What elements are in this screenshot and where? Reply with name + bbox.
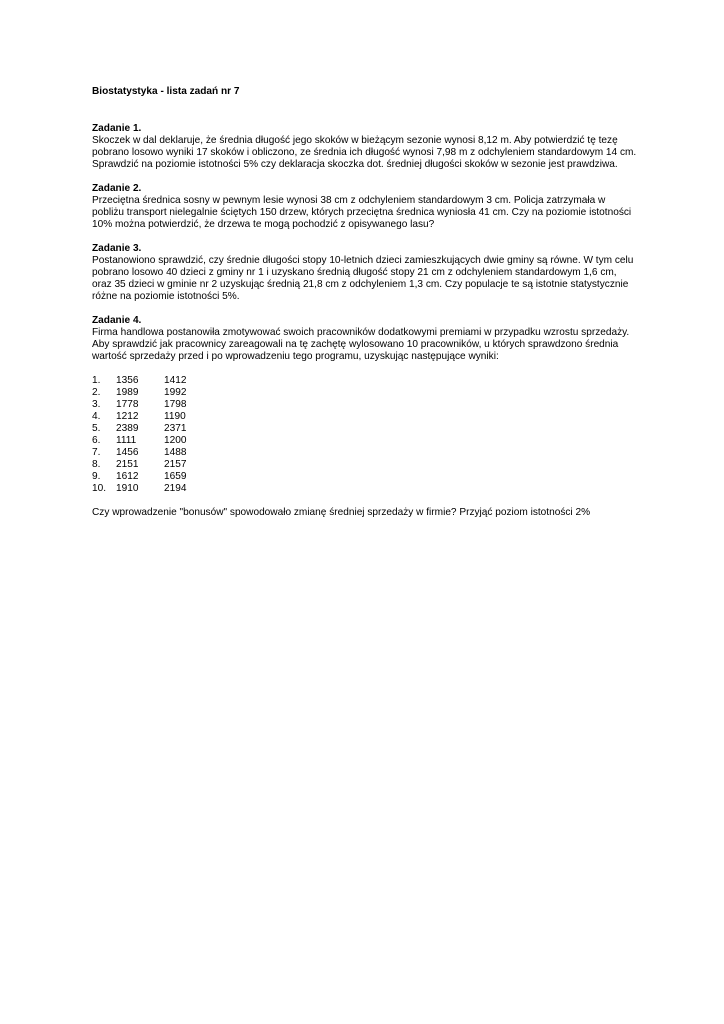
table-row xyxy=(92,423,224,435)
task-3 xyxy=(92,243,637,303)
table-row xyxy=(92,483,224,495)
spacer xyxy=(92,303,637,315)
sales-after: 1412 xyxy=(164,375,187,386)
task-4 xyxy=(92,315,637,519)
sales-before: 2151 xyxy=(116,459,139,470)
sales-after: 1992 xyxy=(164,387,187,398)
sales-table-body xyxy=(92,375,224,495)
row-index: 2. xyxy=(92,387,101,398)
sales-after: 1190 xyxy=(164,411,186,422)
sales-before: 1910 xyxy=(116,483,139,494)
sales-after: 1200 xyxy=(164,435,187,446)
sales-after: 1488 xyxy=(164,447,187,458)
sales-after: 2157 xyxy=(164,459,187,470)
spacer xyxy=(92,495,637,507)
task-text: Firma handlowa postanowiła zmotywować swoich pracowników dodatkowymi premiami w przypadku wzrostu sprzedaży. Aby sprawdzić jak pracownicy zareagowali na tę zachętę wylosowano 10 pracowników, u których sprawdzono średnia wartość sprzedaży przed i po wprowadzeniu tego programu, uzyskując następujące wyniki: xyxy=(92,327,630,362)
table-row xyxy=(92,459,224,471)
table-row xyxy=(92,387,224,399)
spacer xyxy=(92,98,637,123)
table-row xyxy=(92,411,224,423)
spacer xyxy=(92,171,637,183)
table-row xyxy=(92,471,224,483)
row-index: 4. xyxy=(92,411,101,422)
row-index: 3. xyxy=(92,399,101,410)
row-index: 9. xyxy=(92,471,101,482)
row-index: 1. xyxy=(92,375,101,386)
table-row xyxy=(92,447,224,459)
row-index: 5. xyxy=(92,423,101,434)
task-text: Skoczek w dal deklaruje, że średnia długość jego skoków w bieżącym sezonie wynosi 8,12 m. Aby potwierdzić tę tezę pobrano losowo wyniki 17 skoków i obliczono, ze średnia ich długość wynosi 7,98 m z odchyleniem standardowym 14 cm. Sprawdzić na poziomie istotności 5% czy deklaracja skoczka dot. średniej długości skoków w sezonie jest prawdziwa. xyxy=(92,135,637,170)
document-content xyxy=(92,86,637,519)
sales-before: 1356 xyxy=(116,375,139,386)
sales-before: 1612 xyxy=(116,471,139,482)
task-1 xyxy=(92,123,637,171)
sales-before: 1989 xyxy=(116,387,139,398)
table-row xyxy=(92,375,224,387)
task-title: Zadanie 4. xyxy=(92,315,142,326)
table-row xyxy=(92,399,224,411)
sales-table xyxy=(92,375,224,495)
task-title: Zadanie 2. xyxy=(92,183,142,194)
row-index: 6. xyxy=(92,435,101,446)
sales-before: 1456 xyxy=(116,447,139,458)
task-text: Przeciętna średnica sosny w pewnym lesie wynosi 38 cm z odchyleniem standardowym 3 cm. Policja zatrzymała w pobliżu transport nielegalnie ściętych 150 drzew, których przeciętna średnica wyniosła 41 cm. Czy na poziomie istotności 10% można potwierdzić, że drzewa te mogą pochodzić z opisywanego lasu? xyxy=(92,195,632,230)
sales-before: 1111 xyxy=(116,435,137,446)
sales-after: 1798 xyxy=(164,399,187,410)
row-index: 7. xyxy=(92,447,101,458)
spacer xyxy=(92,363,637,375)
task-text: Postanowiono sprawdzić, czy średnie długości stopy 10-letnich dzieci zamieszkujących dwie gminy są równe. W tym celu pobrano losowo 40 dzieci z gminy nr 1 i uzyskano średnią długość stopy 21 cm z odchyleniem standardowym 1,6 cm, oraz 35 dzieci w gminie nr 2 uzyskując średnią 21,8 cm z odchyleniem 1,3 cm. Czy populacje te są istotnie statystycznie różne na poziomie istotności 5%. xyxy=(92,255,634,302)
table-row xyxy=(92,435,224,447)
sales-after: 1659 xyxy=(164,471,187,482)
task-2 xyxy=(92,183,637,231)
task-title: Zadanie 1. xyxy=(92,123,142,134)
row-index: 10. xyxy=(92,483,107,494)
document-title: Biostatystyka - lista zadań nr 7 xyxy=(92,86,240,97)
task-title: Zadanie 3. xyxy=(92,243,142,254)
sales-before: 1212 xyxy=(116,411,139,422)
row-index: 8. xyxy=(92,459,101,470)
sales-before: 1778 xyxy=(116,399,139,410)
task-question: Czy wprowadzenie "bonusów" spowodowało zmianę średniej sprzedaży w firmie? Przyjąć poziom istotności 2% xyxy=(92,507,591,518)
sales-after: 2194 xyxy=(164,483,187,494)
sales-before: 2389 xyxy=(116,423,139,434)
spacer xyxy=(92,231,637,243)
sales-after: 2371 xyxy=(164,423,187,434)
